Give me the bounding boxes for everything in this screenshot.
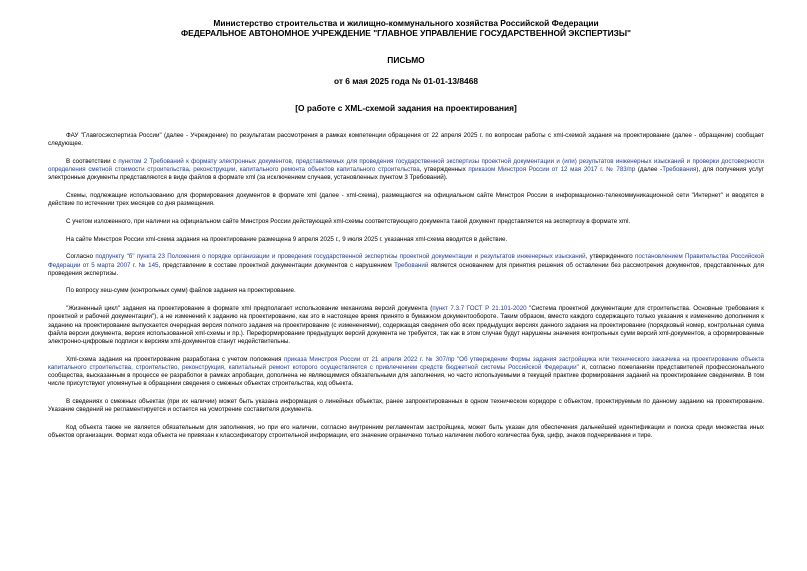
paragraph-text: На сайте Минстроя России xml-схема задания на проектирование размещена 9 апреля 2025 г., 9 июля 2025 г. указанная xml-схема вводится в действие.	[66, 235, 508, 243]
document-date-number: от 6 мая 2025 года № 01-01-13/8468	[333, 76, 479, 86]
paragraph-11	[48, 424, 764, 440]
paragraph-1	[48, 132, 764, 148]
paragraph-text: , утвержденных	[419, 166, 469, 174]
link-requirements-point-2[interactable]: пунктом 2 Требований к формату электронных документов, представляемых для проведения государственной экспертизы проектной документации и (или) результатов инженерных изысканий и проверки достоверности определения сметной стоимости строительства, реконструкции, капитального ремонта объектов капитального строительства	[48, 157, 765, 174]
paragraph-text: По вопросу хеш-сумм (контрольных сумм) файлов задания на проектирование.	[66, 287, 296, 295]
paragraph-text: ), для получения услуг электронные документы представляются в виде файлов в формате xml (за исключением случаев, установленных пунктом 3 Требований).	[48, 166, 764, 182]
paragraph-10	[48, 398, 764, 414]
link-gost-21-101-2020[interactable]: пункт 7.3.7 ГОСТ Р 21.101-2020	[432, 305, 527, 313]
document-subject: [О работе с XML-схемой задания на проектирования]	[295, 103, 517, 113]
ministry-name: Министерство строительства и жилищно-коммунального хозяйства Российской Федерации	[213, 18, 599, 28]
paragraph-text: "Жизненный цикл" задания на проектирование в формате xml предполагает использование механизма версий документа (	[66, 305, 433, 313]
link-order-307[interactable]: приказа Минстроя России от 21 апреля 2022 г. № 307/пр "Об утверждении Формы задания застройщика или технического заказчика на проектирование объекта капитального строительства, строительство, реконструкция, капитальный ремонт которого осуществляется с привлечением средств бюджетной системы Российской Федерации"	[48, 355, 764, 371]
paragraph-9	[48, 356, 764, 389]
paragraph-5	[48, 236, 764, 244]
paragraph-text: , представление в составе проектной документации документов с нарушением	[158, 261, 395, 269]
paragraph-text: Согласно	[66, 253, 96, 261]
paragraph-text: Код объекта также не является обязательным для заполнения, но при его наличии, согласно внутренним регламентам застройщика, может быть указан для обеспечения дальнейшей идентификации и поиска среди множества иных объектов организации. Формат кода объекта не привязан к классификатору строительной информации, его значение ограничено только наличием любого количества букв, цифр, знаков подчеркивания и тире.	[48, 423, 764, 440]
link-order-783[interactable]: приказом Минстроя России от 12 мая 2017 г. № 783/пр	[468, 166, 636, 174]
link-regulation-point-23[interactable]: подпункту "б" пункта 23 Положения о порядке организации и проведения государственной экспертизы проектной документации и результатов инженерных изысканий	[95, 253, 586, 261]
paragraph-4	[48, 218, 764, 226]
paragraph-6	[48, 253, 764, 278]
link-resolution-145[interactable]: постановлением Правительства Российской Федерации от 5 марта 2007 г. № 145	[48, 253, 764, 269]
paragraph-text: "Система проектной документации для строительства. Основные требования к проектной и рабочей документации"), а не изменений к заданию на проектирование, как это в настоящее время принято в бумажном документообороте. Таким образом, вместо каждого содержащего только указания к изменению дополнения к заданию на проектирование выпускается очередная версия полного задания на проектирование (с изменениями), содержащая сведения обо всех предыдущих версиях данного задания на проектирование (порядковый номер, контрольная сумма файла версии документа, версия использованной xml-схемы и пр.). Переформирование предыдущих версий документа не требуется, так как в этом случае будут нарушены значения контрольных сумм версий xml-документов, а сформированные электронно-цифровые подписи к версиям xml-документов станут недействительны.	[48, 305, 764, 345]
paragraph-7	[48, 287, 764, 295]
paragraph-3	[48, 192, 764, 208]
paragraph-text: является основанием для принятия решения об оставлении без рассмотрения документов, представленных для проведения экспертизы.	[48, 261, 764, 277]
document-type: ПИСЬМО	[387, 55, 425, 65]
paragraph-text: Xml-схема задания на проектирование разработана с учетом положения	[66, 355, 285, 363]
paragraph-2	[48, 158, 764, 183]
link-requirements[interactable]: Требований	[394, 261, 429, 269]
paragraph-8	[48, 305, 764, 346]
link-requirements[interactable]: Требования	[662, 166, 697, 174]
paragraph-text: ФАУ "Главгосэкспертиза России" (далее - Учреждение) по результатам рассмотрения в рамках компетенции обращения от 22 апреля 2025 г. по вопросам работы с xml-схемой задания на проектирование (далее - обращение) сообщает следующее.	[48, 132, 764, 148]
paragraph-text: Схемы, подлежащие использованию для формирования документов в формате xml (далее - xml-схема), размещаются на официальном сайте Минстроя России в информационно-телекоммуникационной сети "Интернет" и вводятся в действие по истечении трех месяцев со дня размещения.	[48, 192, 764, 208]
paragraph-text: В соответствии с	[66, 157, 119, 165]
paragraph-text: , утвержденного	[585, 253, 635, 261]
paragraph-text: В сведениях о смежных объектах (при их наличии) может быть указана информация о линейных объектах, ранее запроектированных в одном техническом коридоре с объектом, проектируемым по данному заданию на проектирование. Указание сведений не регламентируется и остается на усмотрение составителя документа.	[48, 397, 764, 414]
document-body	[48, 132, 764, 440]
paragraph-text: С учетом изложенного, при наличии на официальном сайте Минстроя России действующей xml-схемы соответствующего документа такой документ представляется на экспертизу в формате xml.	[66, 217, 631, 225]
paragraph-text: и, согласно пожеланиям представителей профессионального сообщества, высказанным в процессе ее разработки в рамках апробации, дополнена не являющимися обязательными для заполнения, но часто используемыми в текущей практике формирования заданий на проектирование сведениями. В том числе присутствуют упомянутые в обращении сведения о смежных объектах строительства, код объекта.	[48, 363, 764, 388]
paragraph-text: (далее -	[635, 166, 663, 174]
institution-name: ФЕДЕРАЛЬНОЕ АВТОНОМНОЕ УЧРЕЖДЕНИЕ "ГЛАВНОЕ УПРАВЛЕНИЕ ГОСУДАРСТВЕННОЙ ЭКСПЕРТИЗЫ"	[180, 28, 632, 38]
